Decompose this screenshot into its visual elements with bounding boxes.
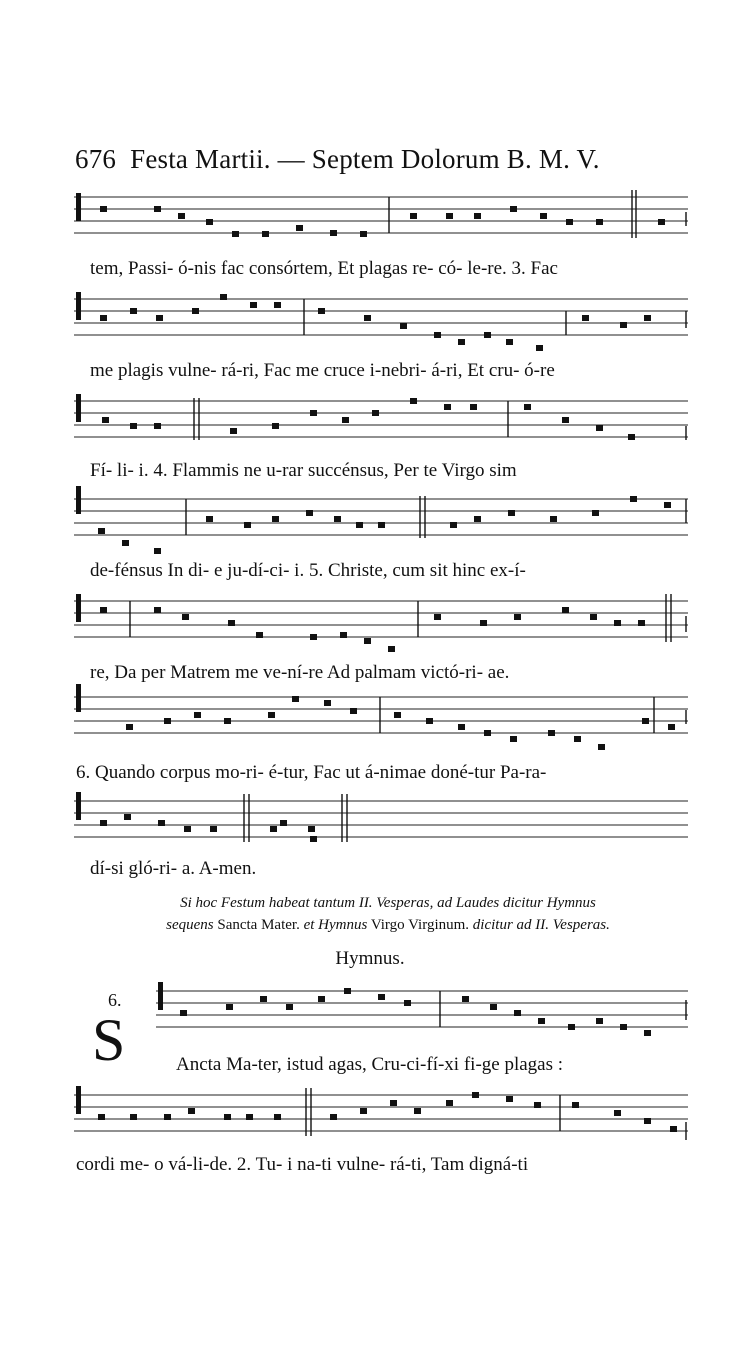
chant-staff-3 xyxy=(74,390,688,446)
hymn-staff-1 xyxy=(156,980,688,1036)
lyric-line-1: tem, Passi- ó-nis fac consórtem, Et plagas re- có- le-re. 3. Fac xyxy=(90,258,558,279)
mode-number: 6. xyxy=(108,990,122,1010)
lyric-line-2: me plagis vulne- rá-ri, Fac me cruce i-nebri- á-ri, Et cru- ó-re xyxy=(90,360,555,381)
rubric-incipit-1: Sancta Mater. xyxy=(217,917,300,933)
chant-staff-5 xyxy=(74,590,688,646)
chant-staff-7 xyxy=(74,790,688,846)
lyric-line-4: de-fénsus In di- e ju-dí-ci- i. 5. Christe, cum sit hinc ex-í- xyxy=(90,560,526,581)
chant-staff-2 xyxy=(74,288,688,344)
rubric-text-3: et Hymnus xyxy=(303,917,368,933)
lyric-line-3: Fí- li- i. 4. Flammis ne u-rar succénsus, Per te Virgo sim xyxy=(90,460,517,481)
page-number: 676 xyxy=(75,144,117,174)
hymn-title: Hymnus. xyxy=(335,948,405,969)
lyric-line-6: 6. Quando corpus mo-ri- é-tur, Fac ut á-nimae doné-tur Pa-ra- xyxy=(76,762,547,783)
hymn-lyric-line-2: cordi me- o vá-li-de. 2. Tu- i na-ti vulne- rá-ti, Tam digná-ti xyxy=(76,1154,529,1175)
hymn-lyric-line-1: Ancta Ma-ter, istud agas, Cru-ci-fí-xi fi-ge plagas : xyxy=(176,1054,564,1075)
page-header xyxy=(75,144,600,175)
rubric xyxy=(88,892,688,936)
initial-letter: S xyxy=(92,1007,126,1073)
chant-staff-1 xyxy=(74,186,688,242)
lyric-line-7: dí-si gló-ri- a. A-men. xyxy=(90,858,257,879)
rubric-text-2: sequens xyxy=(166,917,214,933)
chant-staff-6 xyxy=(74,686,688,742)
rubric-text-1: Si hoc Festum habeat tantum II. Vesperas, ad Laudes dicitur Hymnus xyxy=(180,895,596,911)
lyric-line-5: re, Da per Matrem me ve-ní-re Ad palmam victó-ri- ae. xyxy=(90,662,510,683)
running-title: Festa Martii. — Septem Dolorum B. M. V. xyxy=(130,144,600,174)
chant-staff-4 xyxy=(74,488,688,544)
hymn-staff-2 xyxy=(74,1084,688,1140)
rubric-incipit-2: Virgo Virginum. xyxy=(370,917,470,933)
rubric-text-4: dicitur ad II. Vesperas. xyxy=(472,917,610,933)
